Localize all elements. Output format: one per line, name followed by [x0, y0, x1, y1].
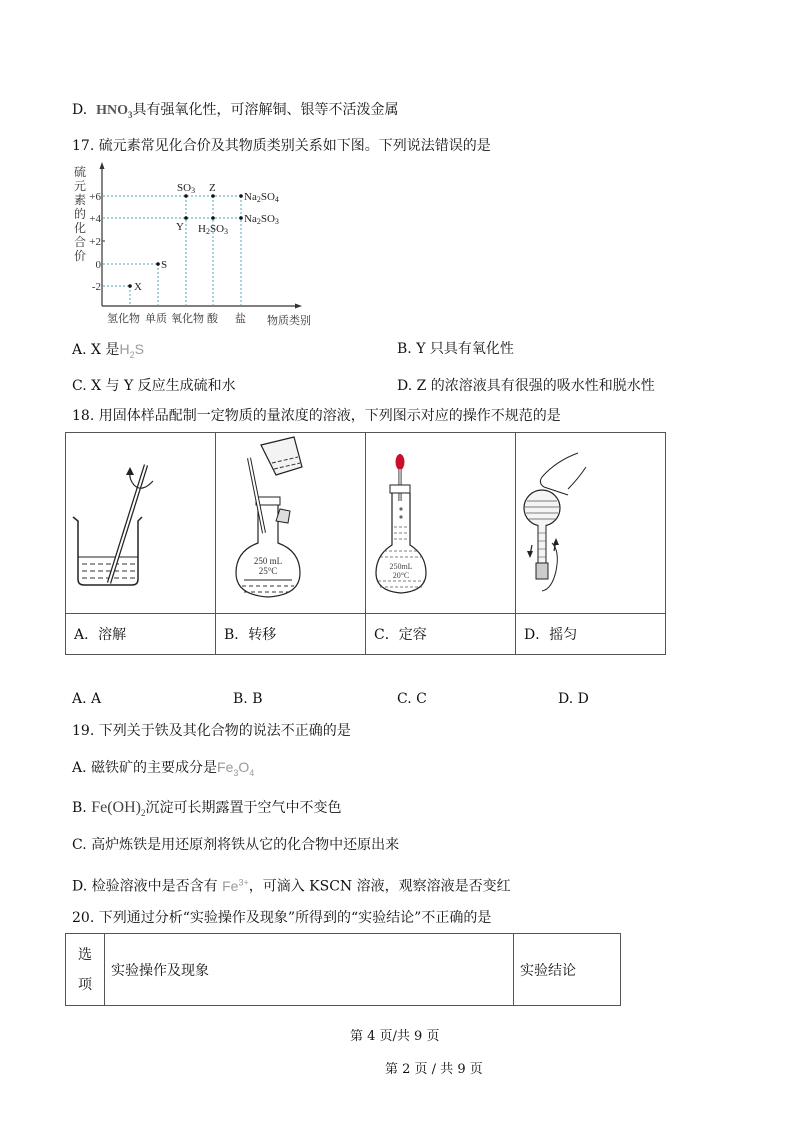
- svg-text:+2: +2: [89, 236, 101, 248]
- q18-operation-table: [65, 432, 666, 655]
- q17-option-a: A. X 是$H_2S$: [72, 341, 144, 360]
- svg-text:-2: -2: [91, 281, 101, 293]
- q20-results-table: [65, 933, 621, 1006]
- caption-a: A．溶解: [66, 614, 216, 655]
- svg-text:化: 化: [74, 221, 87, 235]
- svg-text:Y: Y: [176, 221, 184, 233]
- svg-text:氧化物: 氧化物: [171, 313, 204, 325]
- caption-c: C．定容: [366, 614, 516, 655]
- q20-stem: 20. 下列通过分析“实验操作及现象”所得到的“实验结论”不正确的是: [72, 910, 492, 926]
- cell-a-image: [66, 433, 216, 614]
- q18-option-d: D. D: [558, 691, 589, 707]
- formula-fe3plus: $Fe^{3+}$: [222, 877, 249, 894]
- q18-option-a: A. A: [72, 691, 102, 707]
- svg-text:S: S: [161, 259, 168, 271]
- y-tick-labels: [89, 191, 101, 293]
- header-operation: 实验操作及现象: [105, 934, 514, 1006]
- svg-text:+4: +4: [89, 213, 101, 225]
- svg-text:Na2SO3: Na2SO3: [244, 213, 279, 226]
- sulfur-valence-diagram: [66, 160, 326, 330]
- svg-text:价: 价: [74, 249, 87, 263]
- q19-option-a: A. 磁铁矿的主要成分是$Fe_3O_4$: [72, 759, 255, 778]
- cell-d-image: [516, 433, 666, 614]
- svg-text:元: 元: [74, 179, 87, 193]
- svg-text:250 mL: 250 mL: [253, 556, 283, 566]
- svg-text:25°C: 25°C: [258, 566, 278, 576]
- q18-stem: 18. 用固体样品配制一定物质的量浓度的溶液，下列图示对应的操作不规范的是: [72, 408, 561, 424]
- q17-option-d: D. Z 的浓溶液具有很强的吸水性和脱水性: [397, 378, 655, 394]
- header-conclusion: 实验结论: [514, 934, 621, 1006]
- q16-option-d: [72, 101, 398, 124]
- svg-text:250mL: 250mL: [389, 562, 413, 571]
- q19-option-c: C. 高炉炼铁是用还原剂将铁从它的化合物中还原出来: [72, 837, 400, 853]
- svg-text:H2SO3: H2SO3: [198, 223, 229, 236]
- volumetric-flask-transfer-icon: [216, 433, 365, 609]
- q17-option-b: B. Y 只具有氧化性: [397, 341, 514, 357]
- flask-shaking-hand-icon: [516, 433, 665, 609]
- svg-text:SO3: SO3: [177, 182, 196, 195]
- svg-text:+6: +6: [89, 191, 101, 203]
- q19-option-b: B. $Fe(OH)_2$沉淀可长期露置于空气中不变色: [72, 799, 342, 819]
- svg-text:单质: 单质: [145, 313, 167, 325]
- svg-text:20°C: 20°C: [392, 571, 410, 580]
- cell-c-image: [366, 433, 516, 614]
- svg-text:硫: 硫: [74, 165, 87, 179]
- page-number-inner: 第 4 页/共 9 页: [350, 1029, 440, 1044]
- svg-text:酸: 酸: [207, 313, 218, 325]
- q18-option-c: C. C: [397, 691, 427, 707]
- formula-fe3o4: $Fe_3O_4$: [217, 759, 255, 778]
- x-category-labels: [107, 311, 311, 327]
- svg-text:盐: 盐: [235, 313, 246, 325]
- q19-stem: 19. 下列关于铁及其化合物的说法不正确的是: [72, 723, 351, 739]
- svg-text:合: 合: [74, 235, 87, 249]
- header-option: 选 项: [66, 934, 105, 1006]
- formula-hno3: $HNO_3$: [96, 103, 133, 120]
- svg-text:0: 0: [95, 259, 101, 271]
- svg-text:的: 的: [74, 207, 87, 221]
- y-axis-label: [74, 164, 86, 263]
- svg-text:物质类别: 物质类别: [267, 315, 311, 327]
- svg-text:素: 素: [74, 193, 87, 207]
- option-text: 具有强氧化性，可溶解铜、银等不活泼金属: [132, 102, 399, 118]
- caption-b: B．转移: [216, 614, 366, 655]
- formula-h2s: $H_2S$: [119, 341, 144, 360]
- svg-text:氢化物: 氢化物: [107, 313, 140, 325]
- q17-option-c: C. X 与 Y 反应生成硫和水: [72, 378, 236, 394]
- q17-stem: 17. 硫元素常见化合价及其物质类别关系如下图。下列说法错误的是: [72, 138, 491, 154]
- option-label: D.: [72, 102, 88, 118]
- q19-option-d: D. 检验溶液中是否含有 $Fe^{3+}$，可滴入 KSCN 溶液，观察溶液是否变红: [72, 877, 511, 895]
- formula-feoh2: $Fe(OH)_2$: [91, 799, 146, 819]
- dashed-guides: [103, 196, 241, 306]
- beaker-stirring-rod-icon: [66, 433, 215, 609]
- caption-d: D．摇匀: [516, 614, 666, 655]
- svg-text:Na2SO4: Na2SO4: [244, 191, 279, 204]
- volumetric-flask-dropper-icon: [366, 433, 515, 609]
- cell-b-image: [216, 433, 366, 614]
- svg-text:Z: Z: [209, 182, 216, 194]
- point-labels: [134, 182, 279, 293]
- page-number-outer: 第 2 页 / 共 9 页: [385, 1062, 483, 1077]
- q18-option-b: B. B: [233, 691, 263, 707]
- svg-text:X: X: [134, 281, 142, 293]
